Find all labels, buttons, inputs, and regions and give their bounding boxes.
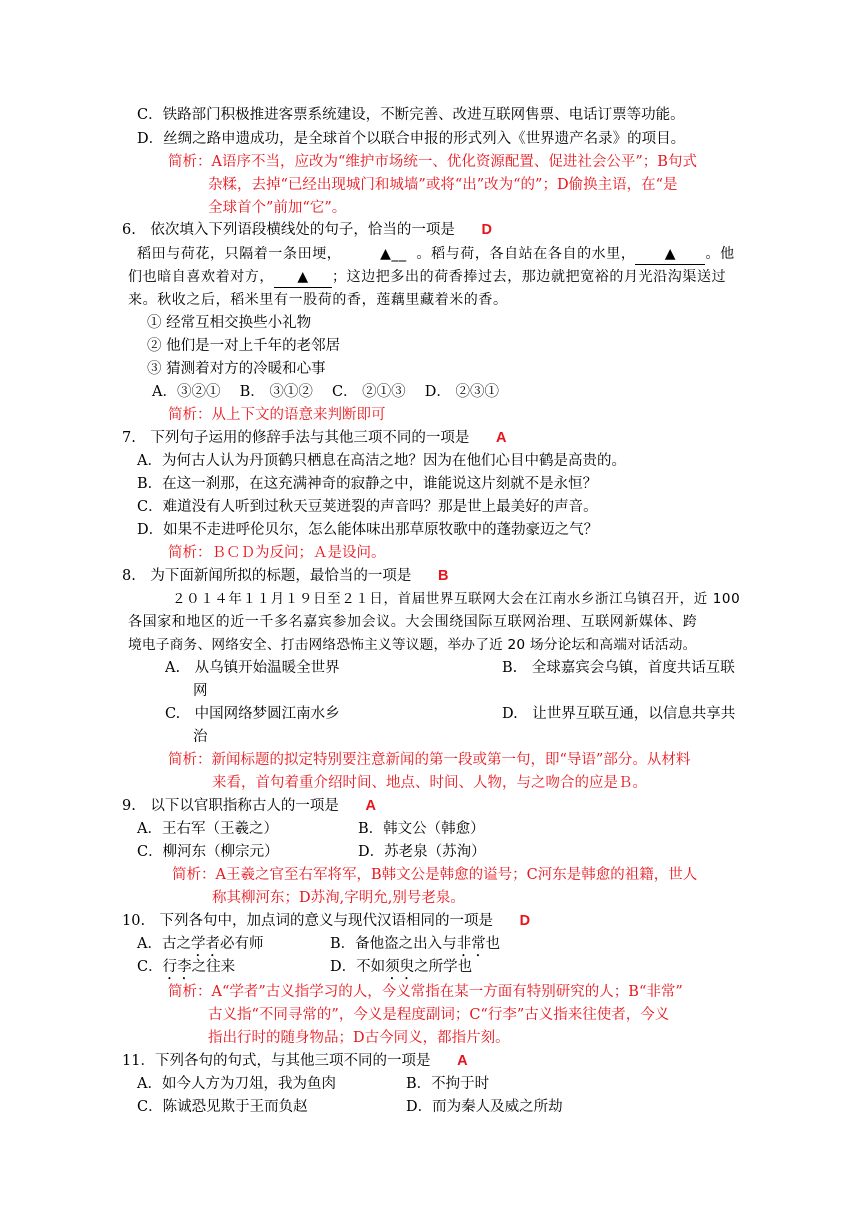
q11-stem <box>122 1051 468 1071</box>
q8-option-c: C. 中国网络梦圆江南水乡 <box>165 706 340 722</box>
q9-answer: A <box>365 798 376 814</box>
q9-analysis-line-1: 简析：A王羲之官至右军将军，B韩文公是韩愈的谥号；C河东是韩愈的祖籍，世人 <box>172 867 698 883</box>
q7-stem <box>122 428 506 448</box>
blank-triangle-icon: ▲ <box>664 246 677 262</box>
q10-analysis-line-1: 简析：A“学者”古义指学习的人，今义常指在某一方面有特别研究的人；B“非常” <box>168 984 683 1000</box>
q10-option-d-pre: D．不如 <box>330 959 386 975</box>
q10-analysis-line-3: 指出行时的随身物品；D古今同义，都指片刻。 <box>208 1030 510 1046</box>
q6-passage-line-2 <box>128 267 726 288</box>
q10-option-c-pre: C． <box>137 959 163 975</box>
q9-analysis-line-2: 称其柳河东；D苏洵,字明允,别号老泉。 <box>212 890 465 906</box>
q10-option-a-pre: A．古之 <box>137 936 191 952</box>
q6-analysis: 简析：从上下文的语意来判断即可 <box>168 407 386 423</box>
q7-stem-text: 7. 下列句子运用的修辞手法与其他三项不同的一项是 <box>122 430 470 446</box>
q10-option-c-dotted: 行李 <box>162 959 192 975</box>
q8-answer: B <box>437 568 449 584</box>
q6-blank-1: ▲__ <box>380 246 407 262</box>
q8-option-d-wrap: 治 <box>193 729 208 745</box>
q11-option-a: A．如今人方为刀俎，我为鱼肉 <box>137 1076 336 1092</box>
q10-option-a-post: 必有师 <box>219 936 264 952</box>
q10-stem-text: 10. 下列各句中，加点词的意义与现代汉语相同的一项是 <box>122 913 494 929</box>
q10-option-b-post: 也 <box>485 936 501 952</box>
q9-stem <box>122 796 376 816</box>
q9-stem-text: 9. 以下以官职指称古人的一项是 <box>122 798 339 814</box>
q6-blank-3 <box>274 267 332 288</box>
q6-item-3: ③ 猜测着对方的冷暖和心事 <box>147 361 326 377</box>
q10-stem <box>122 911 530 931</box>
q9-option-d: D．苏老泉（苏洵） <box>358 844 486 860</box>
q10-option-c-post: 之往来 <box>191 959 236 975</box>
q8-passage-line-2: 各国家和地区的近一千多名嘉宾参加会议。大会围绕国际互联网治理、互联网新媒体、跨 <box>128 614 698 630</box>
q8-option-d: D. 让世界互联互通，以信息共享共 <box>502 706 736 722</box>
q6-passage-line-3: 来。秋收之后，稻米里有一股荷的香，莲藕里藏着米的香。 <box>128 292 508 308</box>
q5-analysis-line-1: 简析：A语序不当，应改为“维护市场统一、优化资源配置、促进社会公平”；B句式 <box>168 154 697 170</box>
q8-passage-line-1: ２０１４年１１月１９日至２１日，首届世界互联网大会在江南水乡浙江乌镇召开，近 100 <box>172 591 741 607</box>
q11-answer: A <box>457 1053 468 1069</box>
q7-option-b: B．在这一刹那，在这充满神奇的寂静之中，谁能说这片刻就不是永恒？ <box>137 476 598 492</box>
q6-passage-part-1c: 。他 <box>705 246 735 262</box>
blank-triangle-icon: ▲ <box>297 269 309 285</box>
q5-option-c: C．铁路部门积极推进客票系统建设，不断完善、改进互联网售票、电话订票等功能。 <box>137 107 685 123</box>
q6-stem-text: 6. 依次填入下列语段横线处的句子，恰当的一项是 <box>122 222 455 238</box>
q6-passage-part-1b: 。稻与荷，各自站在各自的水里， <box>416 246 636 262</box>
q7-option-c: C．难道没有人听到过秋天豆荚迸裂的声音吗？那是世上最美好的声音。 <box>137 499 598 515</box>
q10-option-a-dotted: 学者 <box>190 936 220 952</box>
q7-analysis: 简析：ＢＣＤ为反问；Ａ是设问。 <box>168 545 386 561</box>
q8-passage-line-3: 境电子商务、网络安全、打击网络恐怖主义等议题，举办了近 20 场分论坛和高端对话活动。 <box>128 637 697 653</box>
q7-answer: A <box>495 430 507 446</box>
q6-passage-part-2b: ；这边把多出的荷香捧过去，那边就把宽裕的月光沿沟渠送过 <box>332 269 727 285</box>
q9-option-c: C．柳河东（柳宗元） <box>137 844 279 860</box>
q6-item-2: ② 他们是一对上千年的老邻居 <box>147 338 341 354</box>
q6-blank-2 <box>635 244 705 265</box>
q8-analysis-line-2: 来看，首句着重介绍时间、地点、时间、人物，与之吻合的应是Ｂ。 <box>212 775 647 791</box>
q8-analysis-lead: 简析：新闻标题的拟 <box>168 752 299 768</box>
q8-analysis-text-1: 定特别要注意新闻的第一段或第一句，即“导语”部分。从材料 <box>298 752 691 768</box>
q5-analysis-line-2: 杂糅，去掉“已经出现城门和城墙”或将“出”改为“的”；D偷换主语，在“是 <box>208 177 678 193</box>
q8-stem <box>122 566 448 586</box>
q8-option-b-wrap: 网 <box>193 683 208 699</box>
q10-option-d-post: 之所学也 <box>414 959 473 975</box>
q6-choices: A．③②① B． ③①② C． ②①③ D． ②③① <box>152 384 499 400</box>
q11-option-b: B．不拘于时 <box>406 1076 490 1092</box>
q10-answer: D <box>519 913 531 929</box>
q5-option-d: D．丝绸之路申遗成功，是全球首个以联合申报的形式列入《世界遗产名录》的项目。 <box>137 131 686 147</box>
q6-passage-part-1a: 稻田与荷花，只隔着一条田埂， <box>137 246 342 262</box>
q10-analysis-line-2: 古义指“不同寻常的”，今义是程度副词；C“行李”古义指来往使者，今义 <box>208 1007 670 1023</box>
q7-option-a: A．为何古人认为丹顶鹤只栖息在高洁之地？因为在他们心目中鹤是高贵的。 <box>137 453 626 469</box>
q8-option-b: B. 全球嘉宾会乌镇，首度共话互联 <box>502 660 735 676</box>
q11-option-d: D．而为秦人及威之所劫 <box>406 1099 563 1115</box>
q10-option-b-dotted: 非常 <box>456 936 486 952</box>
q9-option-b: B．韩文公（韩愈） <box>358 821 485 837</box>
q10-option-d <box>330 957 472 983</box>
q6-passage-part-2a: 们也暗自喜欢着对方， <box>128 269 274 285</box>
q10-option-b-pre: B．备他盗之出入与 <box>330 936 457 952</box>
q6-item-1: ① 经常互相交换些小礼物 <box>147 315 312 331</box>
q6-stem <box>122 220 492 240</box>
blank-triangle-icon: ▲ <box>380 246 392 262</box>
q11-stem-text: 11．下列各句的句式，与其他三项不同的一项是 <box>122 1053 431 1069</box>
q5-analysis-line-3: 全球首个”前加“它”。 <box>208 200 347 216</box>
q7-option-d: D．如果不走进呼伦贝尔，怎么能体味出那草原牧歌中的蓬勃豪迈之气？ <box>137 522 599 538</box>
q6-passage-line-1 <box>137 244 735 265</box>
q9-option-a: A．王右军（王羲之） <box>137 821 278 837</box>
q10-option-c <box>137 957 235 983</box>
q10-option-d-dotted: 须臾 <box>385 959 415 975</box>
q8-analysis-line-1 <box>168 750 690 770</box>
q11-option-c: C．陈诚恐见欺于王而负赵 <box>137 1099 308 1115</box>
q8-option-a: A. 从乌镇开始温暖全世界 <box>165 660 340 676</box>
q6-answer: D <box>481 222 492 238</box>
q8-stem-text: 8. 为下面新闻所拟的标题，最恰当的一项是 <box>122 568 412 584</box>
